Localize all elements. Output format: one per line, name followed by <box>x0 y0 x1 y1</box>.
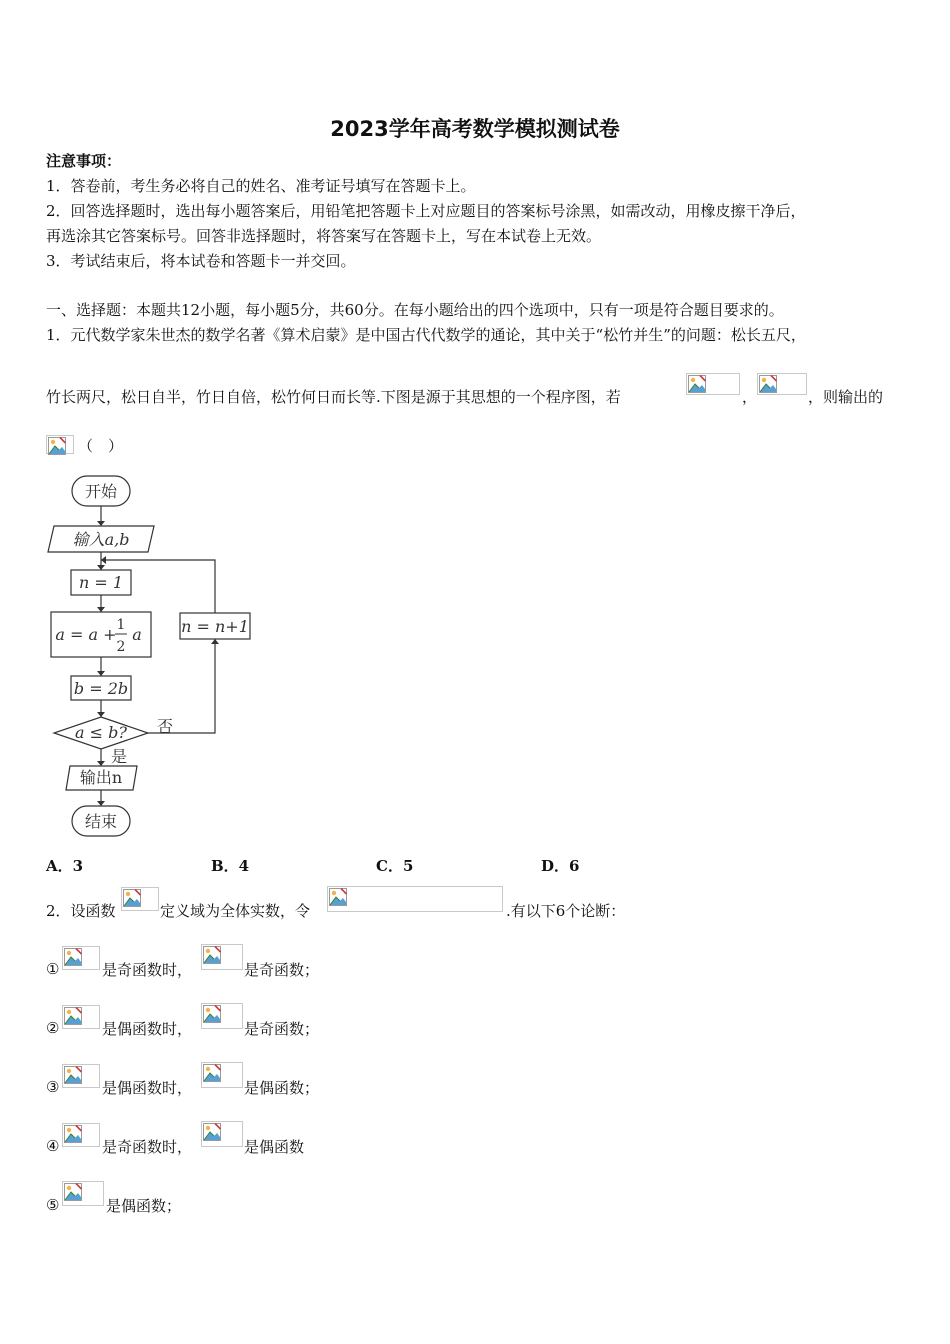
statement-4-image-b <box>201 1121 243 1147</box>
q2-tail: .有以下6个论断： <box>506 902 626 920</box>
statement-3-number: ③ <box>46 1078 60 1096</box>
choice-c[interactable]: C．5 <box>376 857 414 875</box>
q1-comma: ， <box>742 388 758 406</box>
formula-image-g <box>327 886 503 912</box>
q1-line1: 1．元代数学家朱世杰的数学名著《算术启蒙》是中国古代代数学的通论，其中关于“松竹并生”的问题：松长五尺， <box>46 326 806 344</box>
formula-image-f <box>121 887 159 911</box>
statement-5-text-a: 是偶函数； <box>106 1197 182 1215</box>
q2-lead: 2．设函数 <box>46 902 116 920</box>
q2-mid: 定义域为全体实数，令 <box>160 902 311 920</box>
statement-1-image-a <box>62 946 100 970</box>
notice-heading: 注意事项： <box>46 152 122 170</box>
fraction-numerator: 1 <box>116 617 126 633</box>
statement-3-text-a: 是偶函数时， <box>102 1079 193 1097</box>
formula-image-b <box>757 373 807 395</box>
choice-a[interactable]: A．3 <box>46 857 84 875</box>
statement-1-text-b: 是奇函数； <box>244 961 320 979</box>
statement-2-number: ② <box>46 1019 60 1037</box>
formula-image-n <box>46 435 74 454</box>
a-update-label: a = a + <box>55 625 117 644</box>
statement-1-text-a: 是奇函数时， <box>102 961 193 979</box>
q1-tail: ，则输出的 <box>808 388 884 406</box>
condition-label: a ≤ b? <box>75 723 127 742</box>
statement-4-text-b: 是偶函数 <box>244 1138 305 1156</box>
broken-image-icon <box>64 1066 82 1084</box>
b-update-label: b = 2b <box>73 679 129 698</box>
statement-4-image-a <box>62 1123 100 1147</box>
statement-2-image-a <box>62 1005 100 1029</box>
statement-3-text-b: 是偶函数； <box>244 1079 320 1097</box>
broken-image-icon <box>329 888 347 906</box>
broken-image-icon <box>64 1183 82 1201</box>
statement-2-image-b <box>201 1003 243 1029</box>
broken-image-icon <box>64 948 82 966</box>
statement-3-image-b <box>201 1062 243 1088</box>
yes-label: 是 <box>110 747 128 766</box>
input-label: 输入a,b <box>72 530 130 549</box>
choice-d[interactable]: D．6 <box>541 857 580 875</box>
statement-5-number: ⑤ <box>46 1196 60 1214</box>
broken-image-icon <box>203 1123 221 1141</box>
output-label: 输出n <box>79 768 123 787</box>
a-update-var: a <box>132 625 142 644</box>
statement-4-text-a: 是奇函数时， <box>102 1138 193 1156</box>
formula-image-a <box>686 373 740 395</box>
broken-image-icon <box>64 1125 82 1143</box>
broken-image-icon <box>203 1005 221 1023</box>
q1-line2: 竹长两尺，松日自半，竹日自倍，松竹何日而长等.下图是源于其思想的一个程序图，若 <box>46 388 621 406</box>
n-increment-label: n = n+1 <box>181 617 249 636</box>
fraction-denominator: 2 <box>116 639 126 655</box>
start-label: 开始 <box>84 482 118 501</box>
statement-5-image-a <box>62 1181 104 1206</box>
statement-2-text-a: 是偶函数时， <box>102 1020 193 1038</box>
notice-item-2: 2．回答选择题时，选出每小题答案后，用铅笔把答题卡上对应题目的答案标号涂黑，如需改动，用橡皮擦干净后， <box>46 202 806 220</box>
end-label: 结束 <box>84 812 118 831</box>
statement-2-text-b: 是奇函数； <box>244 1020 320 1038</box>
page-title: 2023学年高考数学模拟测试卷 <box>330 117 620 141</box>
notice-item-2-cont: 再选涂其它答案标号。回答非选择题时，将答案写在答题卡上，写在本试卷上无效。 <box>46 227 602 245</box>
q1-paren: （ ） <box>78 437 124 455</box>
broken-image-icon <box>203 1064 221 1082</box>
broken-image-icon <box>64 1007 82 1025</box>
broken-image-icon <box>759 375 777 393</box>
section-heading: 一、选择题：本题共12小题，每小题5分，共60分。在每小题给出的四个选项中，只有一项是符合题目要求的。 <box>46 301 784 319</box>
broken-image-icon <box>203 946 221 964</box>
no-label: 否 <box>156 717 174 736</box>
notice-item-3: 3．考试结束后，将本试卷和答题卡一并交回。 <box>46 252 356 270</box>
statement-3-image-a <box>62 1064 100 1088</box>
flowchart <box>44 470 264 840</box>
broken-image-icon <box>123 889 141 907</box>
broken-image-icon <box>688 375 706 393</box>
choice-b[interactable]: B．4 <box>211 857 250 875</box>
statement-4-number: ④ <box>46 1137 60 1155</box>
notice-item-1: 1．答卷前，考生务必将自己的姓名、准考证号填写在答题卡上。 <box>46 177 476 195</box>
statement-1-image-b <box>201 944 243 970</box>
broken-image-icon <box>48 437 66 455</box>
statement-1-number: ① <box>46 960 60 978</box>
n-init-label: n = 1 <box>78 573 124 592</box>
